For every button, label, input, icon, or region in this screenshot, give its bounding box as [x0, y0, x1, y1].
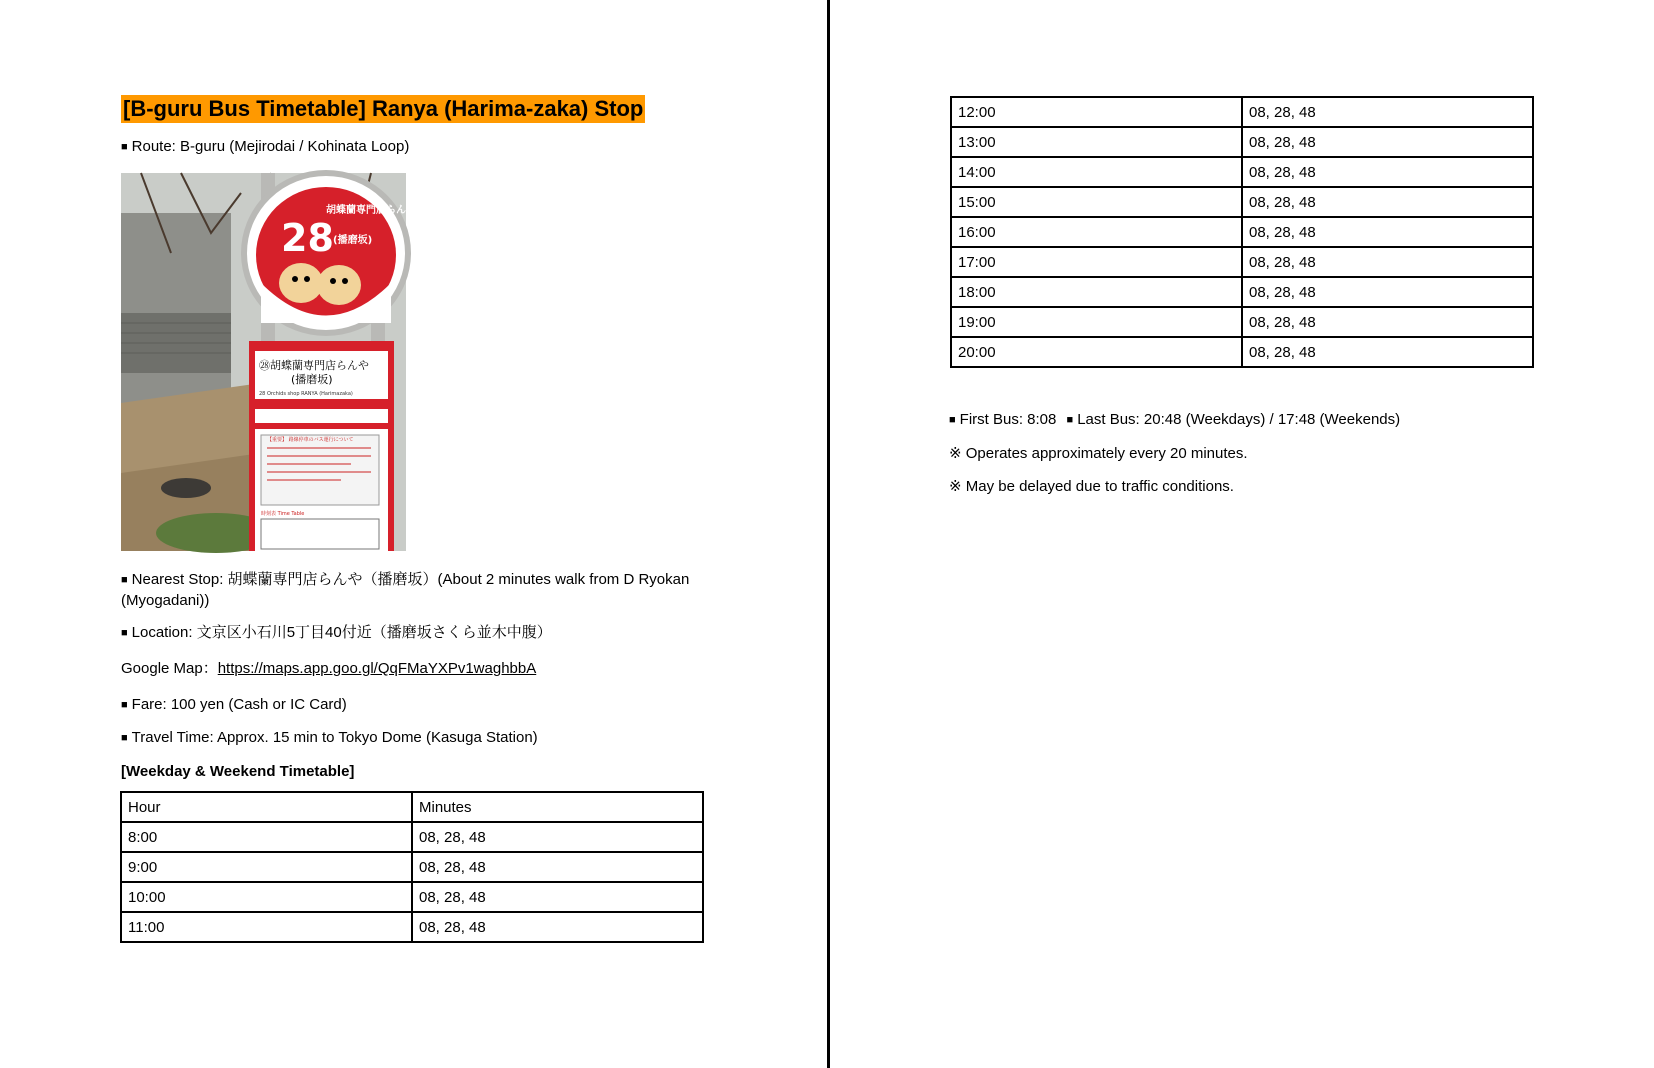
- hour-cell: 10:00: [121, 882, 412, 912]
- table-row: [951, 97, 1533, 127]
- minutes-cell: 08, 28, 48: [1242, 127, 1533, 157]
- table-row: [951, 127, 1533, 157]
- table-row: [951, 187, 1533, 217]
- table-header-row: [121, 792, 703, 822]
- table-row: [951, 277, 1533, 307]
- last-bus-text: Last Bus: 20:48 (Weekdays) / 17:48 (Weekends): [1077, 411, 1401, 428]
- hour-cell: 16:00: [951, 217, 1242, 247]
- bullet-icon: ■: [1066, 414, 1074, 426]
- bullet-icon: ■: [121, 141, 128, 153]
- minutes-cell: 08, 28, 48: [412, 912, 703, 942]
- hour-cell: 9:00: [121, 852, 412, 882]
- first-bus-text: First Bus: 8:08: [959, 411, 1057, 428]
- bullet-icon: ■: [121, 574, 128, 586]
- round-sign-sub: (播磨坂): [333, 235, 373, 246]
- minutes-cell: 08, 28, 48: [1242, 187, 1533, 217]
- hour-cell: 19:00: [951, 307, 1242, 337]
- plate-english: 28 Orchids shop RANYA (Harimazaka): [259, 391, 353, 397]
- table-row: [121, 912, 703, 942]
- google-map-line: [121, 659, 536, 678]
- table-row: [951, 247, 1533, 277]
- timetable-heading: [Weekday & Weekend Timetable]: [121, 763, 355, 780]
- hour-cell: 12:00: [951, 97, 1242, 127]
- google-map-label: Google Map：: [121, 660, 218, 677]
- hour-cell: 14:00: [951, 157, 1242, 187]
- fare-line: [121, 695, 347, 716]
- page-title: [B-guru Bus Timetable] Ranya (Harima-zaka) Stop: [123, 96, 644, 121]
- travel-time-text: Travel Time: Approx. 15 min to Tokyo Dome (Kasuga Station): [131, 729, 538, 746]
- route-line: [121, 137, 409, 158]
- route-text: Route: B-guru (Mejirodai / Kohinata Loop): [131, 138, 410, 155]
- bus-stop-photo: [121, 173, 416, 551]
- timetable-left: [120, 791, 704, 943]
- hour-cell: 18:00: [951, 277, 1242, 307]
- minutes-cell: 08, 28, 48: [1242, 307, 1533, 337]
- bullet-icon: ■: [121, 699, 128, 711]
- minutes-cell: 08, 28, 48: [412, 882, 703, 912]
- hour-cell: 13:00: [951, 127, 1242, 157]
- table-row: [121, 882, 703, 912]
- location-line: [121, 623, 552, 644]
- bullet-icon: ■: [121, 732, 128, 744]
- table-row: [121, 822, 703, 852]
- bullet-icon: ■: [949, 414, 956, 426]
- table-row: [951, 337, 1533, 367]
- timetable-right: [950, 96, 1534, 368]
- minutes-cell: 08, 28, 48: [1242, 277, 1533, 307]
- hour-cell: 8:00: [121, 822, 412, 852]
- minutes-cell: 08, 28, 48: [1242, 157, 1533, 187]
- minutes-cell: 08, 28, 48: [1242, 337, 1533, 367]
- table-row: [121, 852, 703, 882]
- stop-number-text: 28: [281, 216, 334, 260]
- header-hour: Hour: [121, 792, 412, 822]
- minutes-cell: 08, 28, 48: [1242, 247, 1533, 277]
- round-sign-name: 胡蝶蘭専門店らんや: [326, 205, 416, 216]
- table-row: [951, 217, 1533, 247]
- note-delay: ※ May be delayed due to traffic conditions.: [949, 478, 1234, 495]
- nearest-stop-line: [121, 570, 691, 610]
- location-text: Location: 文京区小石川5丁目40付近（播磨坂さくら並木中腹）: [131, 624, 552, 641]
- hour-cell: 15:00: [951, 187, 1242, 217]
- table-row: [951, 157, 1533, 187]
- hour-cell: 17:00: [951, 247, 1242, 277]
- minutes-cell: 08, 28, 48: [412, 822, 703, 852]
- travel-time-line: [121, 728, 538, 749]
- page-divider: [827, 0, 830, 1068]
- minutes-cell: 08, 28, 48: [1242, 97, 1533, 127]
- photo-timetable-label: 時刻表 Time Table: [261, 511, 305, 517]
- minutes-cell: 08, 28, 48: [412, 852, 703, 882]
- table-row: [951, 307, 1533, 337]
- plate-sub: (播磨坂): [291, 373, 333, 386]
- hour-cell: 11:00: [121, 912, 412, 942]
- notice-title: 【重要】 路線停車のバス運行について: [267, 437, 354, 443]
- note-frequency: ※ Operates approximately every 20 minutes.: [949, 445, 1248, 462]
- header-minutes: Minutes: [412, 792, 703, 822]
- bus-times-line: [949, 410, 1400, 431]
- hour-cell: 20:00: [951, 337, 1242, 367]
- nearest-stop-text: Nearest Stop: 胡蝶蘭専門店らんや（播磨坂）(About 2 minutes walk from D Ryokan (Myogadani)): [121, 571, 690, 609]
- minutes-cell: 08, 28, 48: [1242, 217, 1533, 247]
- fare-text: Fare: 100 yen (Cash or IC Card): [131, 696, 347, 713]
- google-map-link[interactable]: https://maps.app.goo.gl/QqFMaYXPv1waghbbA: [217, 660, 537, 677]
- plate-name: ㉘胡蝶蘭専門店らんや: [259, 359, 369, 372]
- bullet-icon: ■: [121, 627, 128, 639]
